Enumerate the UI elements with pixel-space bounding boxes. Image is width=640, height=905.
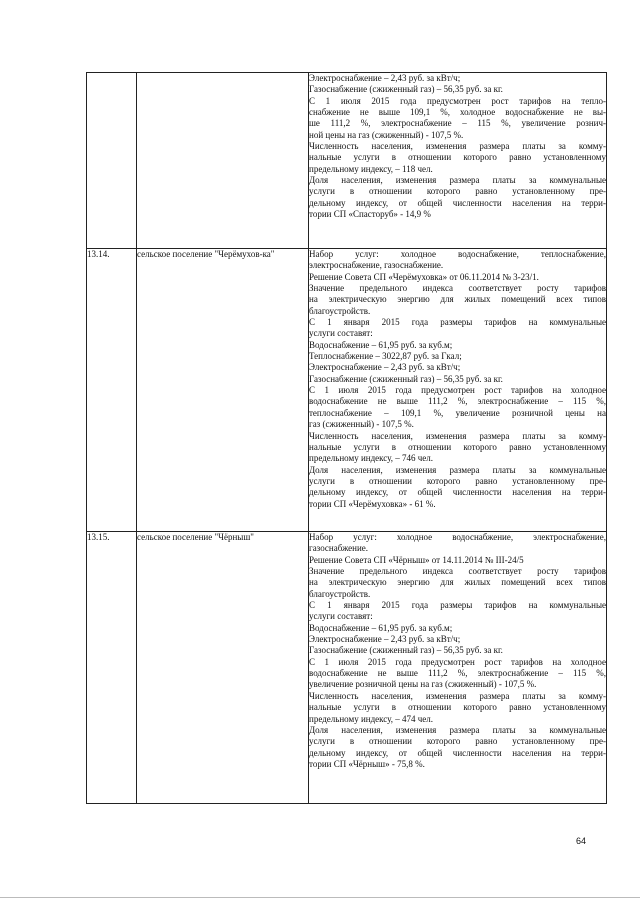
text-line: нальные услуги в отношении которого равно установленному: [309, 702, 606, 713]
text-line: газ (сжиженный) - 107,5 %.: [309, 419, 414, 430]
text-line: Водоснабжение – 61,95 руб. за куб.м;: [309, 622, 453, 633]
settlement-name: [137, 73, 309, 249]
text-line: дельному индексу, от общей численности населения на терри-: [309, 747, 606, 758]
text-line: водоснабжение не выше 111,2 %, электроснабжение – 115 %,: [309, 396, 606, 407]
text-line: С 1 июля 2015 года предусмотрен рост тарифов на тепло-: [309, 95, 606, 106]
text-line: Водоснабжение – 61,95 руб. за куб.м;: [309, 339, 453, 350]
text-line: на электрическую энергию для жилых помещений всех типов: [309, 294, 606, 305]
text-line: Теплоснабжение – 3022,87 руб. за Гкал;: [309, 351, 462, 362]
text-line: Электроснабжение – 2,43 руб. за кВт/ч;: [309, 634, 461, 645]
tariff-description: [309, 73, 607, 249]
tariff-table: [86, 72, 607, 804]
text-line: снабжение не выше 109,1 %, холодное водоснабжение не вы-: [309, 107, 606, 118]
text-line: услуги составят:: [309, 328, 373, 339]
settlement-name: сельское поселение "Чёрныш": [137, 532, 309, 804]
text-line: предельному индексу, – 746 чел.: [309, 453, 434, 464]
text-line: Значение предельного индекса соответствует росту тарифов: [309, 283, 606, 294]
row-number: 13.14.: [87, 249, 137, 532]
text-line: дельному индексу, от общей численности населения на терри-: [309, 487, 606, 498]
text-line: Численность населения, изменения размера платы за комму-: [309, 141, 606, 152]
tariff-description: [309, 249, 607, 532]
bottom-edge-line: [0, 897, 640, 898]
text-line: услуги в отношении которого равно установленному пре-: [309, 736, 606, 747]
text-line: газоснабжение.: [309, 543, 369, 554]
text-line: электроснабжение, газоснабжение.: [309, 260, 444, 271]
text-line: Решение Совета СП «Черёмуховка» от 06.11.2014 № 3-23/1.: [309, 271, 539, 282]
page-number: 64: [576, 836, 587, 846]
text-line: С 1 января 2015 года размеры тарифов на коммунальные: [309, 600, 606, 611]
text-line: благоустройств.: [309, 588, 371, 599]
text-line: Газоснабжение (сжиженный газ) – 56,35 руб. за кг.: [309, 645, 503, 656]
text-line: Численность населения, изменения размера платы за комму-: [309, 430, 606, 441]
text-line: Доля населения, изменения размера платы за коммунальные: [309, 724, 606, 735]
text-line: дельному индексу, от общей численности населения на терри-: [309, 197, 606, 208]
text-line: ше 111,2 %, электроснабжение – 115 %, увеличение рознич-: [309, 118, 606, 129]
row-number: [87, 73, 137, 249]
text-line: увеличение розничной цены на газ (сжиженный) - 107,5 %.: [309, 679, 537, 690]
text-line: теплоснабжение – 109,1 %, увеличение розничной цены на: [309, 407, 606, 418]
text-line: С 1 июля 2015 года предусмотрен рост тарифов на холодное: [309, 385, 606, 396]
text-line: Решение Совета СП «Чёрныш» от 14.11.2014 № III-24/5: [309, 554, 524, 565]
text-line: нальные услуги в отношении которого равно установленному: [309, 441, 606, 452]
table-row: [87, 532, 607, 804]
text-line: водоснабжение не выше 111,2 %, электроснабжение – 115 %,: [309, 668, 606, 679]
text-line: С 1 января 2015 года размеры тарифов на коммунальные: [309, 317, 606, 328]
text-line: благоустройств.: [309, 305, 371, 316]
text-line: Значение предельного индекса соответствует росту тарифов: [309, 566, 606, 577]
text-line: услуги в отношении которого равно установленному пре-: [309, 475, 606, 486]
text-line: нальные услуги в отношении которого равно установленному: [309, 152, 606, 163]
text-line: предельному индексу, – 118 чел.: [309, 163, 433, 174]
text-line: Набор услуг: холодное водоснабжение, электроснабжение,: [309, 532, 606, 542]
text-line: тории СП «Спасторуб» - 14,9 %: [309, 209, 431, 220]
text-line: Электроснабжение – 2,43 руб. за кВт/ч;: [309, 73, 461, 83]
text-line: Набор услуг: холодное водоснабжение, теплоснабжение,: [309, 249, 606, 259]
text-line: Численность населения, изменения размера платы за комму-: [309, 690, 606, 701]
text-line: Электроснабжение – 2,43 руб. за кВт/ч;: [309, 362, 461, 373]
table-row: [87, 73, 607, 249]
text-line: Газоснабжение (сжиженный газ) – 56,35 руб. за кг.: [309, 373, 503, 384]
text-line: тории СП «Чёрныш» - 75,8 %.: [309, 758, 425, 769]
settlement-name: сельское поселение "Черёмухов-ка": [137, 249, 309, 532]
tariff-description: [309, 532, 607, 804]
text-line: ной цены на газ (сжиженный) - 107,5 %.: [309, 129, 464, 140]
text-line: Доля населения, изменения размера платы за коммунальные: [309, 464, 606, 475]
text-line: предельному индексу, – 474 чел.: [309, 713, 434, 724]
row-number: 13.15.: [87, 532, 137, 804]
text-line: С 1 июля 2015 года предусмотрен рост тарифов на холодное: [309, 656, 606, 667]
text-line: услуги составят:: [309, 611, 373, 622]
table-row: [87, 249, 607, 532]
text-line: тории СП «Черёмуховка» - 61 %.: [309, 498, 436, 509]
text-line: Доля населения, изменения размера платы за коммунальные: [309, 175, 606, 186]
text-line: услуги в отношении которого равно установленному пре-: [309, 186, 606, 197]
text-line: на электрическую энергию для жилых помещений всех типов: [309, 577, 606, 588]
text-line: Газоснабжение (сжиженный газ) – 56,35 руб. за кг.: [309, 84, 503, 95]
